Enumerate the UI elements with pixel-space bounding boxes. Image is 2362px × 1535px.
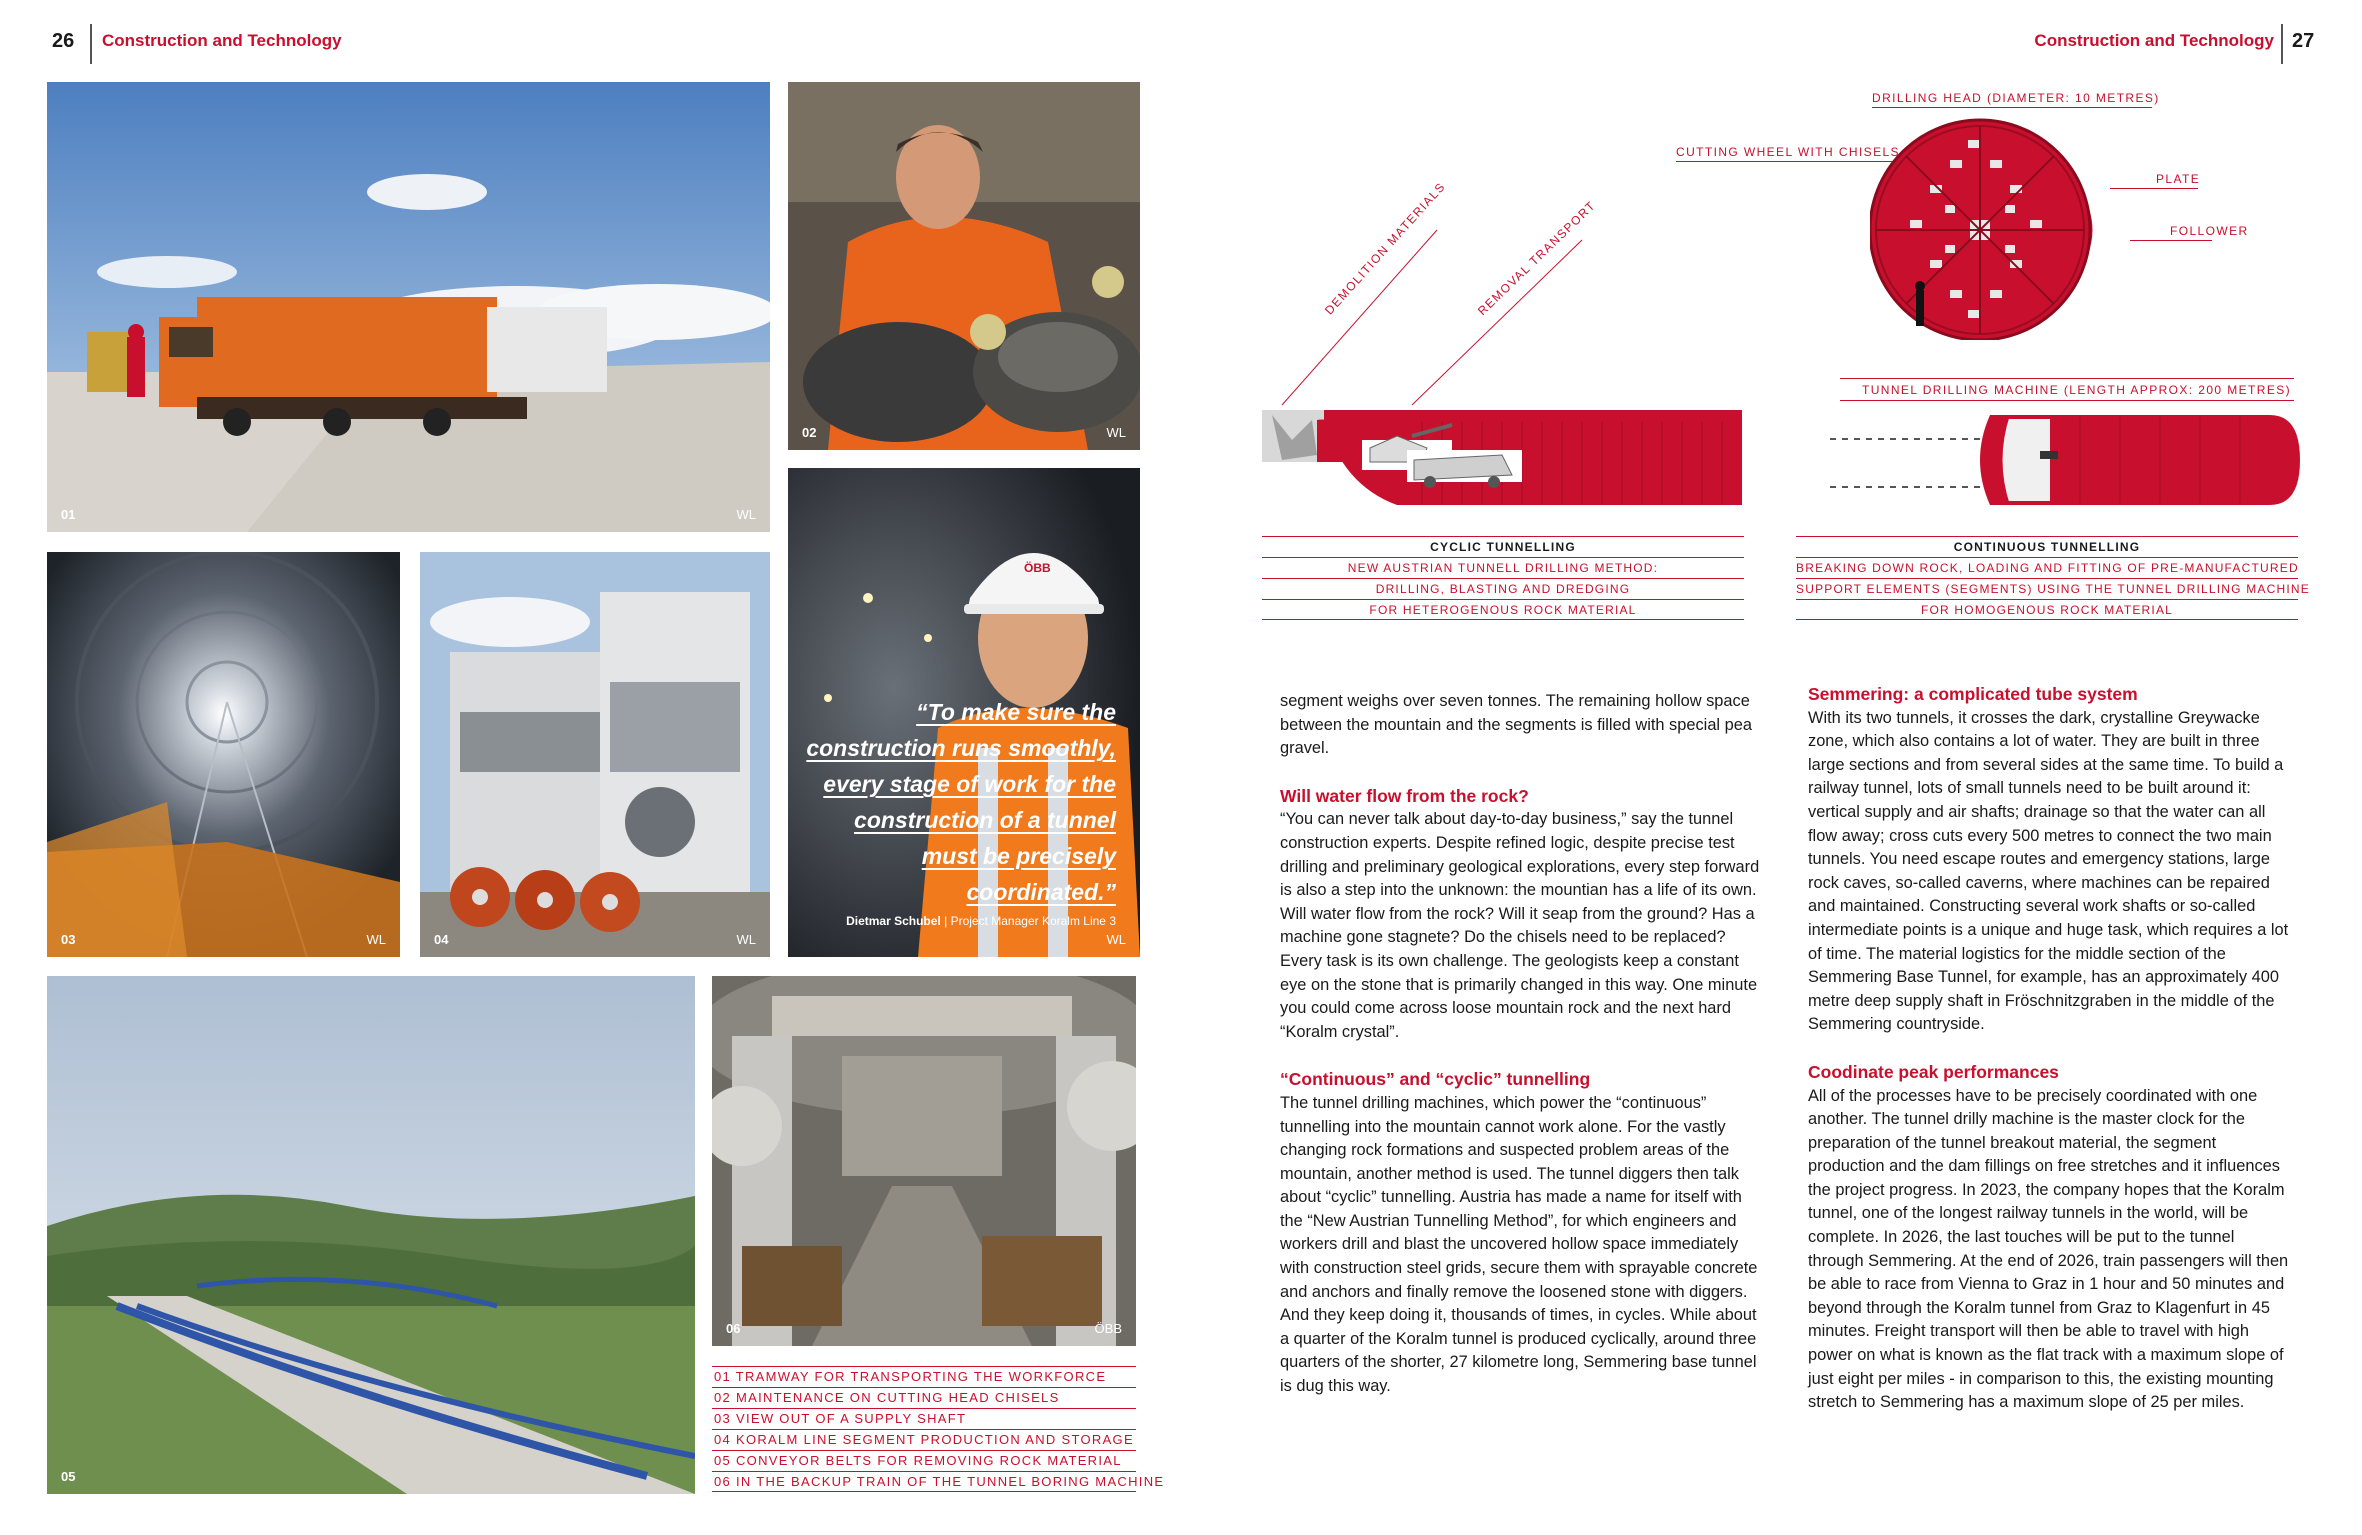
photo-conveyor-landscape <box>47 976 695 1494</box>
cyclic-tunnelling-diagram <box>1262 200 1752 510</box>
segment-production-image <box>420 552 770 957</box>
header-divider-right <box>2281 24 2283 64</box>
subheading: “Continuous” and “cyclic” tunnelling <box>1280 1069 1591 1090</box>
cyclic-line: FOR HETEROGENOUS ROCK MATERIAL <box>1262 599 1744 620</box>
photo-caption-list <box>712 1366 1165 1492</box>
photo-credit: WL <box>1106 932 1126 947</box>
cyclic-title: CYCLIC TUNNELLING <box>1262 536 1744 557</box>
quote-author: Dietmar Schubel <box>846 914 941 928</box>
photo-credit: WL <box>736 507 756 522</box>
photo-locomotive <box>47 82 770 532</box>
tunnel-drilling-machine-illustration <box>1830 405 2300 505</box>
conveyor-landscape-image <box>47 976 695 1494</box>
photo-portrait-quote <box>788 468 1140 957</box>
photo-backup-train <box>712 976 1136 1346</box>
cyclic-line: NEW AUSTRIAN TUNNELL DRILLING METHOD: <box>1262 557 1744 578</box>
supply-shaft-image <box>47 552 400 957</box>
label-cutting-wheel: CUTTING WHEEL WITH CHISELS <box>1676 145 1900 159</box>
photo-credit: WL <box>366 932 386 947</box>
paragraph: segment weighs over seven tonnes. The remaining hollow space between the mountain and the segments is filled with special pea gravel. <box>1280 692 1752 758</box>
photo-credit: WL <box>1106 425 1126 440</box>
photo-number: 04 <box>434 932 449 947</box>
drilling-head-illustration <box>1870 110 2150 340</box>
photo-number: 02 <box>802 425 817 440</box>
label-follower: FOLLOWER <box>2170 224 2249 238</box>
photo-worker-chisels <box>788 82 1140 450</box>
photo-credit: WL <box>736 932 756 947</box>
pull-quote: “To make sure the construction runs smoothly, every stage of work for the construction of a tunnel must be precisely coordinated.” <box>806 699 1116 905</box>
continuous-title: CONTINUOUS TUNNELLING <box>1796 536 2298 557</box>
label-removal-transport: REMOVAL TRANSPORT <box>1475 198 1599 319</box>
label-demolition-materials: DEMOLITION MATERIALS <box>1322 179 1449 318</box>
header-divider-left <box>90 24 92 64</box>
label-drilling-head: DRILLING HEAD (DIAMETER: 10 METRES) <box>1872 91 2160 105</box>
page-number-right: 27 <box>2292 30 2315 52</box>
article-column-1 <box>1280 690 1762 1399</box>
continuous-line: SUPPORT ELEMENTS (SEGMENTS) USING THE TUNNEL DRILLING MACHINE <box>1796 578 2298 599</box>
caption-item: 05 CONVEYOR BELTS FOR REMOVING ROCK MATERIAL <box>712 1450 1136 1471</box>
photo-number: 05 <box>61 1469 76 1484</box>
paragraph: The tunnel drilling machines, which power the “continuous” tunnelling into the mountain cannot work alone. For the vastly changing rock formations and suspected problem areas of the mountain, another method is used. The tunnel diggers then talk about “cyclic” tunnelling. Austria has made a name for itself with the “New Austrian Tunnelling Method”, for which engineers and workers drill and blast the uncovered hollow space immediately with construction steel grids, secure them with sprayable concrete and anchors and finally remove the loosened stone with diggers. And they keep doing it, thousands of times, in cycles. While about a quarter of the Koralm tunnel is produced cyclically, around three quarters of the shorter, 27 kilometre long, Semmering base tunnel is dug this way. <box>1280 1093 1758 1396</box>
caption-item: 01 TRAMWAY FOR TRANSPORTING THE WORKFORCE <box>712 1366 1136 1387</box>
section-title-right: Construction and Technology <box>2034 31 2274 50</box>
helmet-logo-text: ÖBB <box>1024 561 1051 575</box>
continuous-line: BREAKING DOWN ROCK, LOADING AND FITTING OF PRE-MANUFACTURED <box>1796 557 2298 578</box>
backup-train-image <box>712 976 1136 1346</box>
leader-line <box>1872 107 2152 108</box>
subheading: Semmering: a complicated tube system <box>1808 684 2138 704</box>
photo-supply-shaft <box>47 552 400 957</box>
paragraph: “You can never talk about day-to-day business,” say the tunnel construction experts. Despite refined logic, despite precise test drilling and preliminary geological explorations, every step forward is also a step into the unknown: the mountian has a life of its own. Will water flow from the rock? Will it seap from the ground? Has a machine gone stagnete? Do the chisels need to be replaced? Every task is its own challenge. The geologists keep a constant eye on the stone that is primarily changed in this way. One minute you could come across loose mountain rock and the next hard “Koralm crystal”. <box>1280 810 1760 1041</box>
paragraph: All of the processes have to be precisely coordinated with one another. The tunnel drilly machine is the master clock for the preparation of the tunnel breakout material, the segment production and the dam fillings on free stretches and it influences the project progress. In 2023, the company hopes that the Koralm tunnel, one of the longest railway tunnels in the world, will be complete. In 2026, the last touches will be put to the tunnel through Semmering. At the end of 2026, train passengers will then be able to race from Vienna to Graz in 1 hour and 50 minutes and beyond through the Koralm tunnel from Graz to Klagenfurt in 45 minutes. Freight transport will then be able to travel with high power on what is known as the flat track with a maximum slope of just eight per miles - in comparison to this, the existing mounting stretch to Semmering has a maximum slope of 25 per miles. <box>1808 1086 2289 1412</box>
leader-line <box>1840 400 2294 401</box>
cyclic-line: DRILLING, BLASTING AND DREDGING <box>1262 578 1744 599</box>
photo-credit: ÖBB <box>1094 1321 1122 1336</box>
photo-number: 06 <box>726 1321 741 1336</box>
section-title-left: Construction and Technology <box>102 31 342 50</box>
page-number-left: 26 <box>52 30 75 52</box>
leader-line <box>1676 161 1896 162</box>
photo-number: 01 <box>61 507 76 522</box>
subheading: Coodinate peak performances <box>1808 1061 2059 1082</box>
label-plate: PLATE <box>2156 172 2201 186</box>
paragraph: With its two tunnels, it crosses the dark, crystalline Greywacke zone, which also contains a lot of water. They are built in three large sections and from several sides at the same time. To build a railway tunnel, lots of small tunnels need to be built around it: vertical supply and air shafts; drainage so that the water can all flow away; cross cuts every 500 metres to connect the two main tunnels. You need escape routes and emergency stations, large rock caves, so-called caverns, where machines can be repaired and maintained. Constructing several work shafts or so-called intermediate points is a unique and huge task, which requires a lot of time. The material logistics for the middle section of the Semmering Base Tunnel, for example, has an approximately 400 metre deep supply shaft in Fröschnitzgraben in the middle of the Semmering countryside. <box>1808 708 2289 1034</box>
photo-segment-production <box>420 552 770 957</box>
label-tunnel-drilling-machine: TUNNEL DRILLING MACHINE (LENGTH APPROX: 200 METRES) <box>1862 383 2292 397</box>
locomotive-image <box>47 82 770 532</box>
caption-item: 06 IN THE BACKUP TRAIN OF THE TUNNEL BORING MACHINE <box>712 1471 1136 1492</box>
quote-attribution <box>846 914 1116 928</box>
continuous-tunnelling-caption <box>1796 536 2310 620</box>
caption-item: 04 KORALM LINE SEGMENT PRODUCTION AND STORAGE <box>712 1429 1136 1450</box>
worker-chisels-image <box>788 82 1140 450</box>
subheading: Will water flow from the rock? <box>1280 785 1529 806</box>
leader-line <box>1840 378 2294 379</box>
photo-number: 03 <box>61 932 76 947</box>
continuous-line: FOR HOMOGENOUS ROCK MATERIAL <box>1796 599 2298 620</box>
quote-role: | Project Manager Koralm Line 3 <box>944 914 1116 928</box>
caption-item: 02 MAINTENANCE ON CUTTING HEAD CHISELS <box>712 1387 1136 1408</box>
article-column-2 <box>1808 683 2294 1415</box>
caption-item: 03 VIEW OUT OF A SUPPLY SHAFT <box>712 1408 1136 1429</box>
cyclic-tunnelling-caption <box>1262 536 1744 620</box>
